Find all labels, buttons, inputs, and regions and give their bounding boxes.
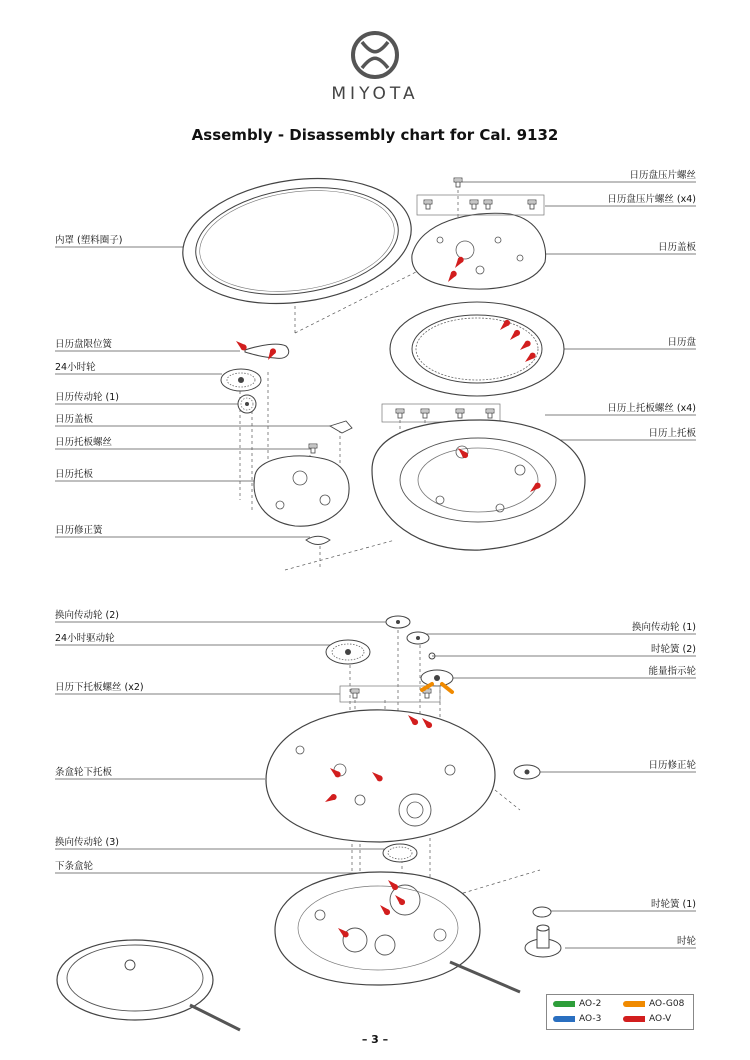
label-hour-wheel-spring-1: 时轮簧 (1) [651,899,696,910]
label-calendar-disc: 日历盘 [667,337,696,348]
calendar-correction-wheel [514,765,540,779]
label-calendar-disc-screw: 日历盘压片螺丝 [629,170,696,181]
label-calendar-correction-wheel: 日历修正轮 [648,760,696,771]
lubricant-legend [546,994,694,1030]
legend-item-ao-2 [553,999,601,1009]
label-lower-barrel-wheel: 下条盒轮 [55,861,94,872]
page-title: Assembly - Disassembly chart for Cal. 9132 [191,126,559,144]
calendar-plate [254,456,349,526]
legend-item-ao-3 [553,1014,601,1024]
reversing-wheel-3 [383,844,417,862]
calendar-upper-plate-screws [382,404,500,422]
label-calendar-jumper: 日历盘限位簧 [55,339,113,350]
24-hour-wheel [221,369,261,391]
calendar-jumper-spring [245,344,289,358]
reversing-wheel-2 [386,616,410,628]
calendar-drive-wheel-1 [238,395,256,413]
label-hour-wheel-spring-2: 时轮簧 (2) [651,644,696,655]
24-hour-driving-wheel [326,640,370,664]
blue-drop-icon [553,1016,575,1022]
main-movement-plate [275,872,520,992]
label-calendar-drive-wheel-1: 日历传动轮 (1) [55,392,119,403]
inner-casing-ring [175,165,420,318]
legend-label: AO-G08 [649,999,685,1009]
label-calendar-cover-left: 日历盖板 [55,414,94,425]
label-barrel-bridge: 条盒轮下托板 [55,767,113,778]
legend-label: AO-3 [579,1014,602,1024]
label-calendar-plate: 日历托板 [55,469,94,480]
calendar-disc-screws [417,178,544,215]
label-24-hour-driving-wheel: 24小时驱动轮 [55,633,115,644]
label-calendar-cover-right: 日历盖板 [657,242,696,253]
label-inner-ring: 内罩 (塑料圈子) [55,235,123,246]
brand-name: MIYOTA [331,84,419,104]
hour-wheel-spring-1 [533,907,551,917]
label-upper-calendar-plate: 日历上托板 [648,428,696,439]
label-reversing-wheel-1: 换向传动轮 (1) [632,622,696,633]
hour-wheel [525,925,561,957]
label-24-hour-wheel: 24小时轮 [55,362,96,373]
legend-item-ao-v [623,1014,671,1024]
legend-label: AO-V [649,1014,672,1024]
calendar-correction-spring [306,536,330,544]
label-calendar-correction-spring: 日历修正簧 [55,525,103,536]
calendar-disc [390,302,564,396]
legend-item-ao-g08 [623,999,684,1009]
red-drop-icon [623,1016,645,1022]
label-reversing-wheel-2: 换向传动轮 (2) [55,610,119,621]
label-lower-calendar-screws: 日历下托板螺丝 (x2) [55,682,144,693]
label-reversing-wheel-3: 换向传动轮 (3) [55,837,119,848]
orange-drop-icon [623,1001,645,1007]
calendar-upper-plate [372,420,585,550]
green-drop-icon [553,1001,575,1007]
calendar-cover-plate [412,213,546,289]
calendar-plate-screw [309,444,317,453]
calendar-cover-small [330,421,352,433]
reversing-wheel-1 [407,632,429,644]
leader-lines-right [425,182,696,948]
label-hour-wheel: 时轮 [676,936,696,947]
power-indicator-wheel [421,670,453,686]
legend-label: AO-2 [579,999,602,1009]
label-upper-plate-screws: 日历上托板螺丝 (x4) [607,403,696,414]
label-power-indicator-wheel: 能量指示轮 [648,666,696,677]
page-number: – 3 – [361,1033,389,1046]
label-calendar-plate-screw: 日历托板螺丝 [55,437,113,448]
assembled-movement [57,940,240,1030]
label-calendar-disc-screws-x4: 日历盘压片螺丝 (x4) [607,194,696,205]
miyota-logo-icon [353,33,397,77]
